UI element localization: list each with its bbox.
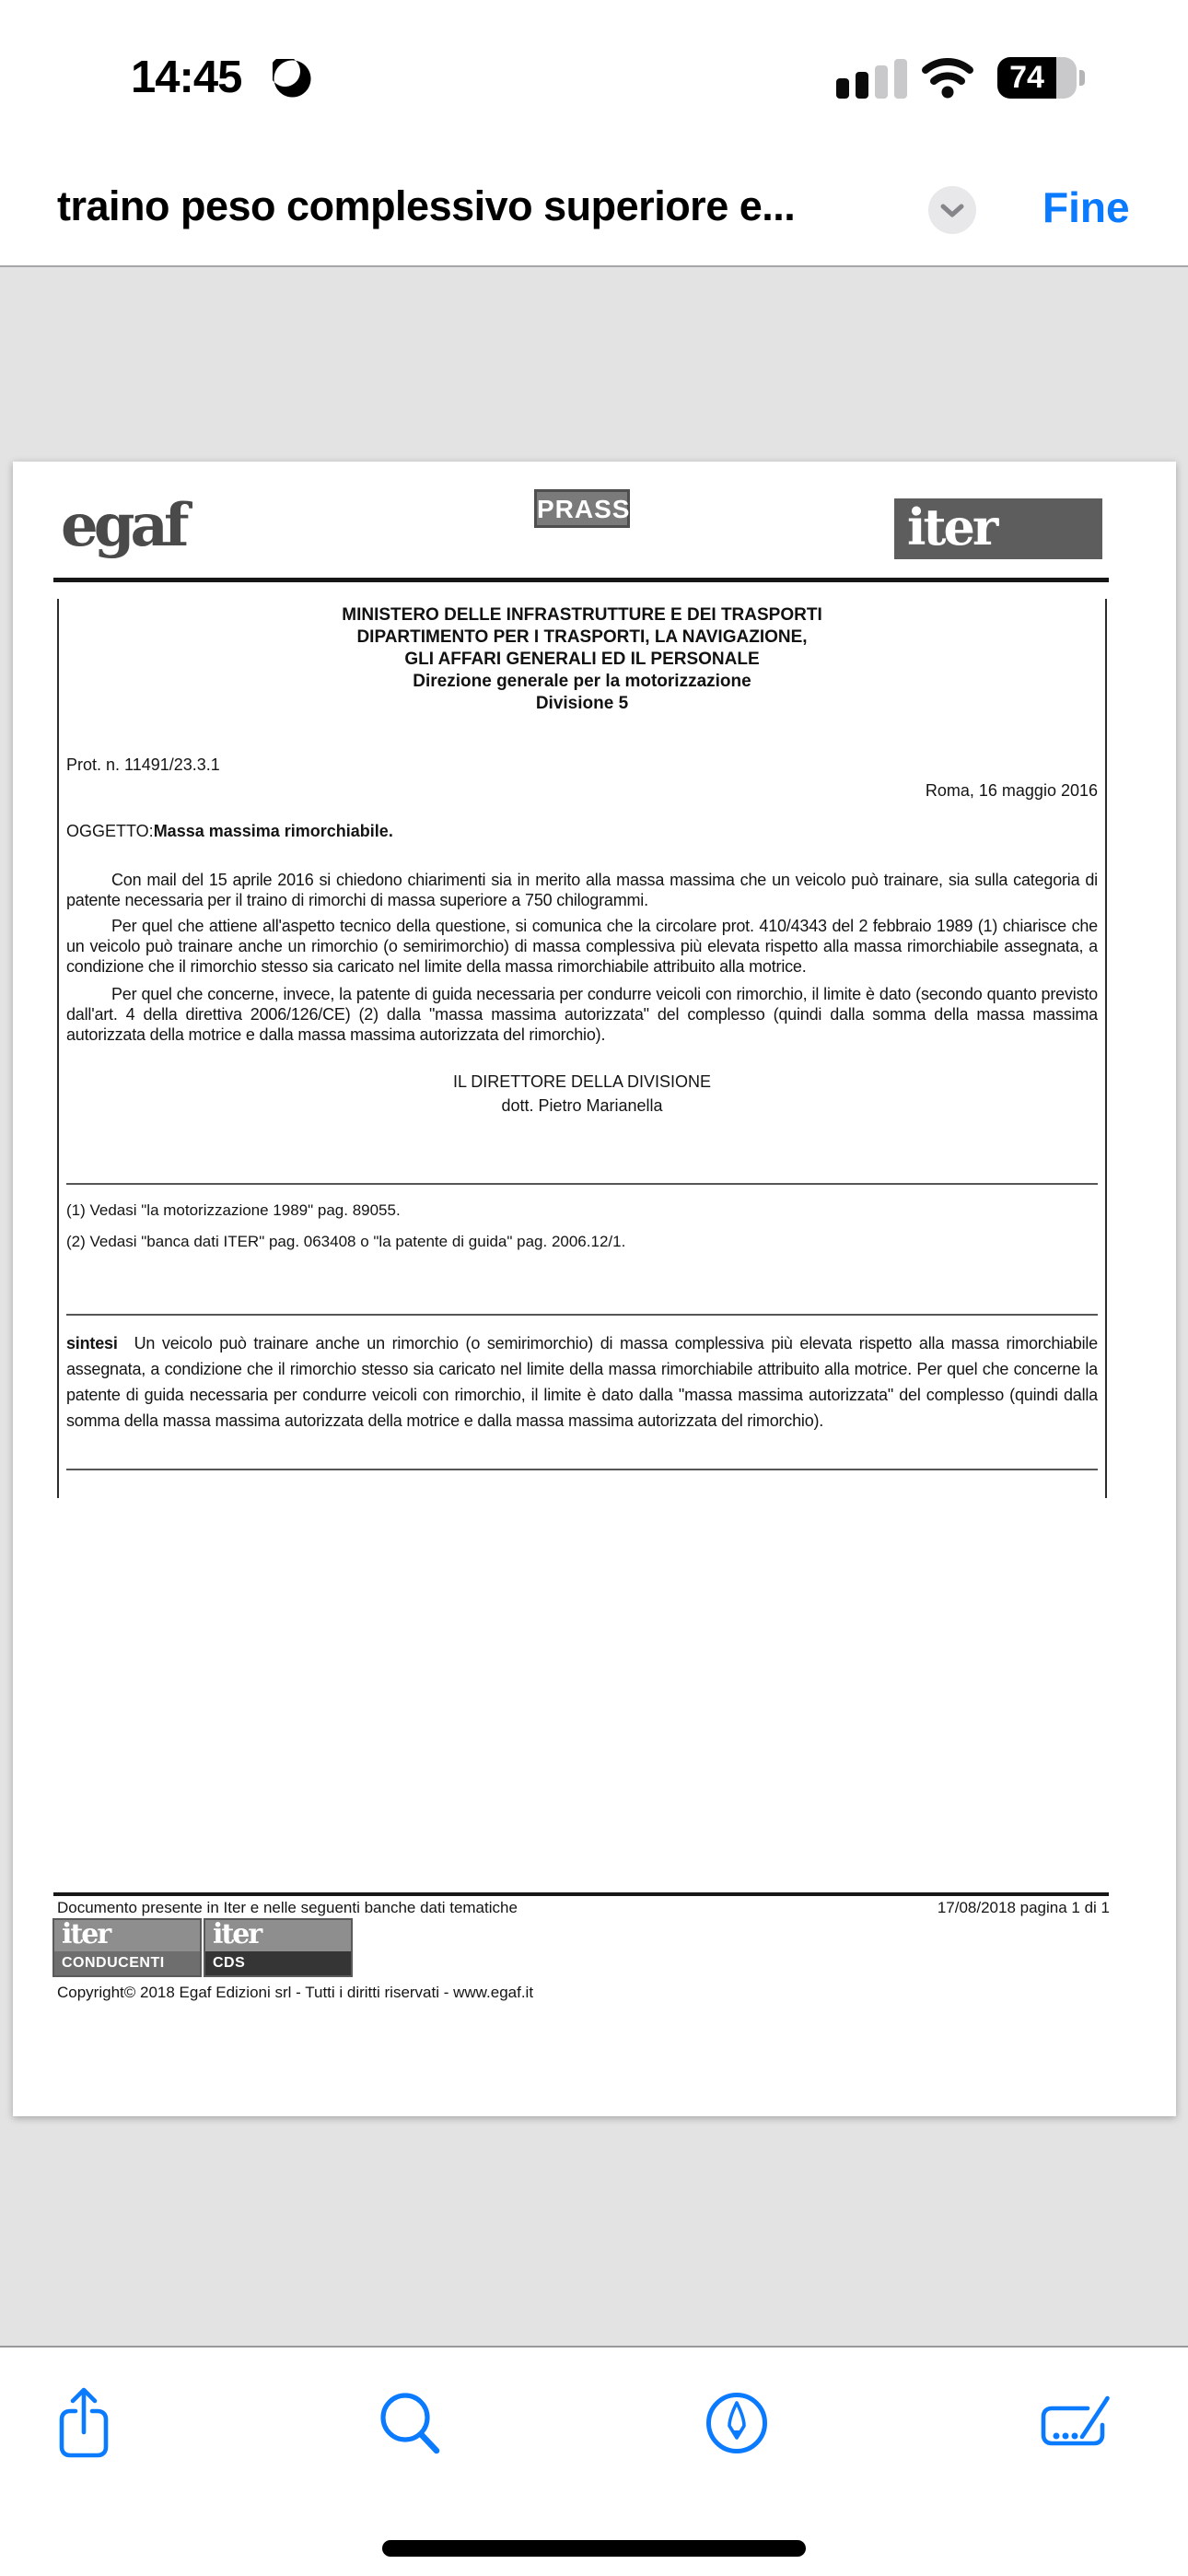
summary-text: Un veicolo può trainare anche un rimorchio (o semirimorchio) di massa complessiva più elevata rispetto alla massa rimorchiabile assegnata, a condizione che il rimorchio stesso sia caricato nel limite della massa rimorchiabile attribuito alla motrice. Per quel che concerne la patente di guida necessaria per condurre veicoli con rimorchio, il limite è dato dalla "massa massima autorizzata" del complesso (quindi dalla somma della massa massima autorizzata della motrice e dalla massa massima autorizzata del rimorchio). xyxy=(66,1334,1098,1430)
subject-value: Massa massima rimorchiabile. xyxy=(153,822,393,840)
document-page xyxy=(13,462,1176,2116)
footer-rule xyxy=(53,1892,1109,1896)
footer-presence-line: Documento presente in Iter e nelle seguenti banche dati tematiche xyxy=(57,1899,518,1916)
done-button[interactable]: Fine xyxy=(1042,183,1130,231)
summary-divider-top xyxy=(66,1314,1098,1316)
badge-brand: iter xyxy=(54,1920,200,1951)
heading-line: MINISTERO DELLE INFRASTRUTTURE E DEI TRASPORTI xyxy=(342,605,822,625)
heading-line: Divisione 5 xyxy=(535,694,629,713)
subject-label: OGGETTO: xyxy=(66,822,154,840)
header-rule xyxy=(53,578,1109,582)
summary-divider-bottom xyxy=(66,1469,1098,1470)
copyright-line: Copyright© 2018 Egaf Edizioni srl - Tutti i diritti riservati - www.egaf.it xyxy=(57,1984,534,2001)
iter-cds-badge xyxy=(204,1918,353,1977)
share-button[interactable] xyxy=(57,2386,111,2461)
iter-logo: iter xyxy=(894,498,1102,559)
search-button[interactable] xyxy=(378,2392,440,2457)
signature-form-icon xyxy=(1036,2386,1112,2451)
summary-paragraph xyxy=(66,1330,1098,1434)
status-and-nav-bar xyxy=(0,0,1188,267)
signal-bar xyxy=(836,78,849,99)
badge-brand: iter xyxy=(205,1920,351,1951)
moon-focus-icon xyxy=(273,59,312,99)
badge-label: CONDUCENTI xyxy=(54,1951,200,1975)
markup-pencil-icon xyxy=(705,2392,768,2454)
search-icon xyxy=(378,2392,440,2454)
iter-conducenti-badge xyxy=(52,1918,202,1977)
subject-line xyxy=(66,822,1098,841)
battery-percent-label: 74 xyxy=(1009,60,1044,95)
signature-name: dott. Pietro Marianella xyxy=(501,1096,663,1115)
chevron-down-icon xyxy=(928,186,976,234)
fill-and-sign-button[interactable] xyxy=(1036,2386,1112,2453)
footnote: (2) Vedasi "banca dati ITER" pag. 063408 o "la patente di guida" pag. 2006.12/1. xyxy=(66,1233,626,1250)
markup-button[interactable] xyxy=(705,2392,768,2457)
battery-cap xyxy=(1079,70,1085,86)
heading-line: Direzione generale per la motorizzazione xyxy=(413,672,751,691)
signal-bar xyxy=(894,59,907,99)
paragraph: Per quel che concerne, invece, la patente di guida necessaria per condurre veicoli con rimorchio, il limite è dato (secondo quanto previsto dall'art. 4 della direttiva 2006/126/CE) (2) dalla "massa massima autorizzata" del complesso (quindi dalla somma della massa massima autorizzata della motrice e dalla massa massima autorizzata del rimorchio). xyxy=(66,985,1098,1044)
heading-line: DIPARTIMENTO PER I TRASPORTI, LA NAVIGAZIONE, xyxy=(356,627,808,647)
badge-label: CDS xyxy=(205,1951,351,1975)
heading-line: GLI AFFARI GENERALI ED IL PERSONALE xyxy=(404,650,760,669)
footnote: (1) Vedasi "la motorizzazione 1989" pag. 89055. xyxy=(66,1201,401,1219)
document-title: traino peso complessivo superiore e... xyxy=(57,182,796,229)
cellular-signal-icon xyxy=(836,59,907,99)
prassi-stamp: PRASSI xyxy=(534,489,630,528)
document-viewer[interactable] xyxy=(0,269,1188,2346)
letter-body xyxy=(57,599,1107,1498)
ministry-heading xyxy=(66,604,1098,715)
title-menu-button[interactable] xyxy=(928,186,976,234)
paragraph: Per quel che attiene all'aspetto tecnico della questione, si comunica che la circolare prot. 410/4343 del 2 febbraio 1989 (1) chiarisce che un veicolo può trainare anche un rimorchio (o semirimorchio) di massa complessiva più elevata rispetto alla massa rimorchiabile assegnata, a condizione che il rimorchio stesso sia caricato nel limite della massa rimorchiabile attribuito alla motrice. xyxy=(66,917,1098,976)
battery-indicator xyxy=(997,57,1077,99)
signal-bar xyxy=(856,72,868,99)
home-indicator[interactable] xyxy=(382,2540,806,2557)
share-icon xyxy=(57,2386,111,2458)
wifi-icon xyxy=(921,56,974,100)
summary-label: sintesi xyxy=(66,1334,118,1352)
battery-fill xyxy=(997,57,1056,99)
footnote-divider xyxy=(66,1183,1098,1185)
clock: 14:45 xyxy=(131,53,242,102)
letter-date: Roma, 16 maggio 2016 xyxy=(925,781,1098,800)
paragraph: Con mail del 15 aprile 2016 si chiedono chiarimenti sia in merito alla massa massima che un veicolo può trainare, sia sulla categoria di patente necessaria per il traino di rimorchi di massa superiore a 750 chilogrammi. xyxy=(66,871,1098,909)
signature-title: IL DIRETTORE DELLA DIVISIONE xyxy=(452,1072,712,1091)
protocol-number: Prot. n. 11491/23.3.1 xyxy=(66,755,220,774)
footer-date-page: 17/08/2018 pagina 1 di 1 xyxy=(937,1899,1110,1916)
egaf-logo: egaf xyxy=(61,491,185,560)
signal-bar xyxy=(875,65,888,99)
